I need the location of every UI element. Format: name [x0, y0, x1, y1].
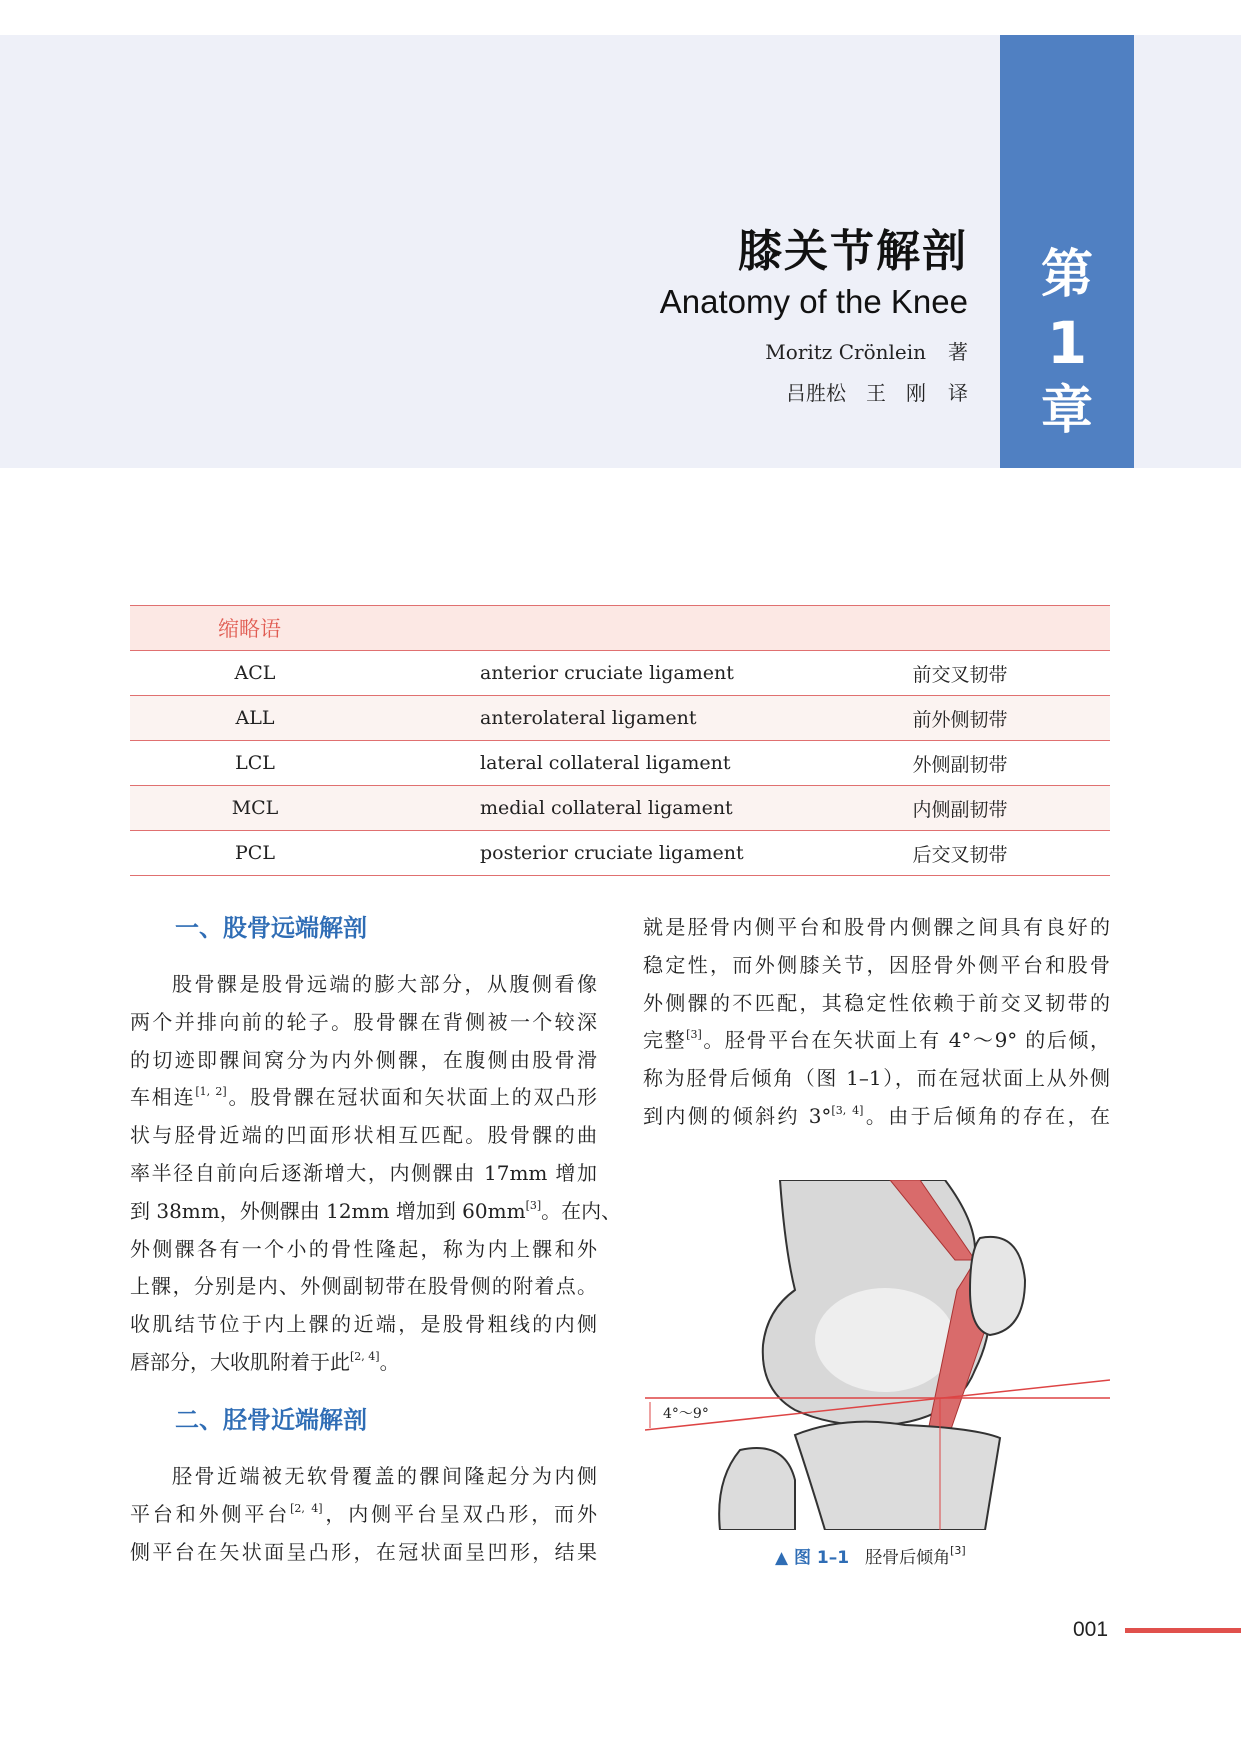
text-segment: 就是胫骨内侧平台和股骨内侧髁之间具有良好的	[643, 915, 1110, 939]
chinese-term: 前外侧韧带	[810, 696, 1110, 741]
text-segment: 。	[379, 1349, 400, 1374]
abbreviation: ACL	[130, 651, 380, 696]
text-line	[130, 1268, 597, 1306]
author-role: 著	[948, 340, 968, 364]
page-number: 001	[1073, 1618, 1109, 1641]
full-term: posterior cruciate ligament	[380, 831, 810, 876]
text-line	[130, 1155, 597, 1193]
text-line	[130, 1344, 597, 1382]
abbreviation-heading: 缩略语	[130, 606, 1110, 651]
text-segment: 外侧髁各有一个小的骨性隆起，称为内上髁和外	[130, 1236, 597, 1261]
abbreviation-row	[130, 831, 1110, 876]
citation-ref: [3]	[686, 1028, 702, 1042]
text-line	[643, 909, 1110, 947]
page-number-bar	[1125, 1628, 1241, 1633]
text-segment: 股骨髁是股骨远端的膨大部分，从腹侧看像	[172, 972, 597, 996]
text-segment: 。胫骨平台在矢状面上有 4°～9° 的后倾，	[701, 1028, 1110, 1053]
text-line	[130, 1042, 597, 1080]
abbreviation: LCL	[130, 741, 380, 786]
text-segment: 胫骨近端被无软骨覆盖的髁间隆起分为内侧	[172, 1464, 597, 1488]
abbreviation-row	[130, 696, 1110, 741]
text-line	[643, 947, 1110, 985]
chinese-term: 外侧副韧带	[810, 741, 1110, 786]
citation-ref: [3, 4]	[831, 1103, 864, 1117]
chapter-title-cn: 膝关节解剖	[738, 226, 968, 277]
chapter-char: 章	[1040, 381, 1093, 441]
chinese-term: 内侧副韧带	[810, 786, 1110, 831]
section-heading: 二、胫骨近端解剖	[175, 1406, 367, 1434]
caption-label: ▲ 图 1–1	[775, 1548, 850, 1568]
text-segment: 。股骨髁在冠状面和矢状面上的双凸形	[226, 1085, 598, 1110]
text-segment: 稳定性，而外侧膝关节，因胫骨外侧平台和股骨	[643, 952, 1110, 977]
translator-line	[786, 377, 968, 406]
abbreviation: ALL	[130, 696, 380, 741]
chapter-char: 第	[1040, 245, 1093, 305]
author-line	[765, 336, 968, 365]
text-segment: 。在内、	[541, 1198, 622, 1223]
citation-ref: [2, 4]	[350, 1349, 380, 1363]
angle-label: 4°～9°	[663, 1406, 709, 1422]
text-line	[130, 1004, 597, 1042]
text-segment: 平台和外侧平台	[130, 1501, 291, 1526]
text-segment: 完整	[643, 1028, 687, 1053]
text-line	[130, 1496, 597, 1534]
text-line	[643, 1098, 1110, 1136]
text-segment: 的切迹即髁间窝分为内外侧髁，在腹侧由股骨滑	[130, 1047, 597, 1072]
translator-role: 译	[948, 381, 968, 405]
full-term: anterior cruciate ligament	[380, 651, 810, 696]
chinese-term: 前交叉韧带	[810, 651, 1110, 696]
section1-body	[130, 966, 622, 1382]
text-segment: 收肌结节位于内上髁的近端，是股骨粗线的内侧	[130, 1312, 597, 1337]
text-segment: ，内侧平台呈双凸形，而外	[322, 1501, 598, 1526]
text-line	[130, 966, 597, 1004]
abbreviation-row	[130, 786, 1110, 831]
caption-text: 胫骨后倾角	[865, 1548, 951, 1568]
text-segment: 车相连	[130, 1085, 196, 1110]
text-segment: 外侧髁的不匹配，其稳定性依赖于前交叉韧带的	[643, 990, 1110, 1015]
text-line	[643, 1060, 1110, 1098]
citation-ref: [2, 4]	[290, 1501, 323, 1515]
knee-figure	[645, 1180, 1110, 1530]
text-line	[130, 1117, 597, 1155]
citation-ref: [1, 2]	[195, 1085, 227, 1099]
author-name: Moritz Crönlein	[765, 340, 926, 364]
figure-caption	[775, 1543, 966, 1568]
full-term: lateral collateral ligament	[380, 741, 810, 786]
full-term: medial collateral ligament	[380, 786, 810, 831]
abbreviation: MCL	[130, 786, 380, 831]
text-segment: 状与胫骨近端的凹面形状相互匹配。股骨髁的曲	[130, 1123, 597, 1148]
text-segment: 唇部分，大收肌附着于此	[130, 1349, 350, 1374]
text-segment: 上髁，分别是内、外侧副韧带在股骨侧的附着点。	[130, 1274, 597, 1299]
citation-ref: [3]	[525, 1198, 542, 1212]
text-segment: 称为胫骨后倾角（图 1–1），而在冠状面上从外侧	[643, 1066, 1110, 1091]
abbreviation-row	[130, 651, 1110, 696]
knee-illustration	[645, 1180, 1110, 1530]
caption-ref: [3]	[950, 1544, 966, 1557]
chapter-char: 1	[1046, 309, 1088, 377]
chinese-term: 后交叉韧带	[810, 831, 1110, 876]
section-heading: 一、股骨远端解剖	[175, 914, 367, 942]
full-term: anterolateral ligament	[380, 696, 810, 741]
text-line	[130, 1079, 597, 1117]
text-line	[130, 1193, 622, 1231]
text-line	[643, 1022, 1110, 1060]
right-column-body	[643, 909, 1110, 1136]
translator-names: 吕胜松 王 刚	[786, 381, 926, 405]
text-segment: 侧平台在矢状面呈凸形，在冠状面呈凹形，结果	[130, 1539, 597, 1564]
text-segment: 率半径自前向后逐渐增大，内侧髁由 17mm 增加	[130, 1160, 597, 1185]
section2-body	[130, 1458, 597, 1571]
chapter-title-en: Anatomy of the Knee	[659, 283, 968, 320]
text-line	[130, 1458, 597, 1496]
text-segment: 。由于后倾角的存在，在	[863, 1103, 1111, 1128]
text-segment: 两个并排向前的轮子。股骨髁在背侧被一个较深	[130, 1009, 597, 1034]
text-line	[130, 1534, 597, 1572]
abbreviation-table	[130, 605, 1110, 876]
chapter-number-block	[1000, 35, 1134, 468]
text-line	[130, 1306, 597, 1344]
abbreviation-row	[130, 741, 1110, 786]
text-segment: 到内侧的倾斜约 3°	[643, 1103, 832, 1128]
text-line	[130, 1231, 597, 1269]
abbreviation: PCL	[130, 831, 380, 876]
text-segment: 到 38mm，外侧髁由 12mm 增加到 60mm	[130, 1198, 526, 1223]
text-line	[643, 985, 1110, 1023]
